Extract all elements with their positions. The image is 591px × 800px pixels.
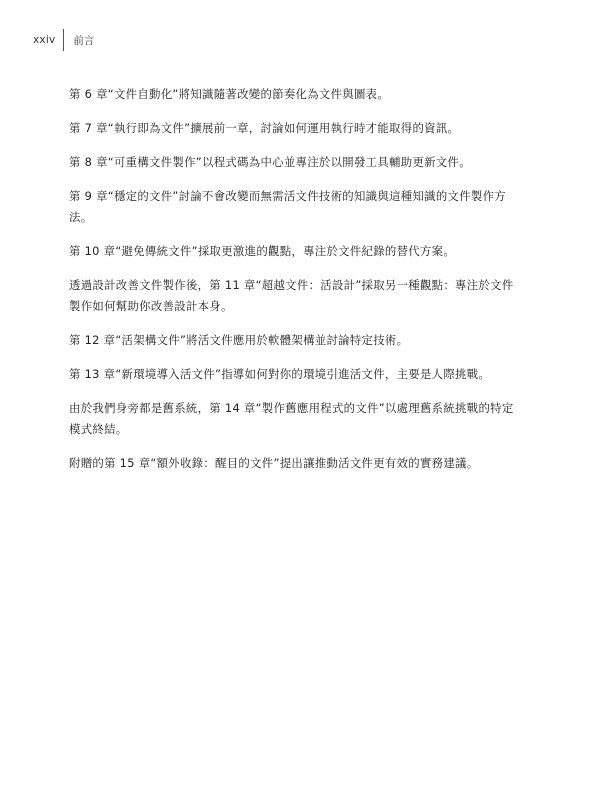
paragraph-chapter-12: 第 12 章“活架構文件”將活文件應用於軟體架構並討論特定技術。 (69, 333, 409, 347)
paragraph-chapter-15: 附贈的第 15 章“額外收錄：醒目的文件”提出讓推動活文件更有效的實務建議。 (69, 456, 479, 470)
paragraph-chapter-7: 第 7 章“執行即為文件”擴展前一章，討論如何運用執行時才能取得的資訊。 (69, 121, 460, 135)
paragraph-chapter-9: 第 9 章“穩定的文件”討論不會改變而無需活文件技術的知識與這種知識的文件製作方法。 (69, 189, 506, 224)
paragraph-chapter-6: 第 6 章“文件自動化”將知識隨著改變的節奏化為文件與圖表。 (69, 87, 390, 101)
paragraph-chapter-8: 第 8 章“可重構文件製作”以程式碼為中心並專注於以開發工具輔助更新文件。 (69, 155, 471, 169)
paragraph-chapter-13: 第 13 章“新環境導入活文件”指導如何對你的環境引進活文件，主要是人際挑戰。 (69, 367, 491, 381)
section-title: 前言 (73, 34, 95, 47)
paragraph-chapter-14: 由於我們身旁都是舊系統，第 14 章“製作舊應用程式的文件”以處理舊系統挑戰的特定模式終結。 (69, 401, 514, 436)
page-header (33, 28, 94, 52)
paragraph-chapter-10: 第 10 章“避免傳統文件”採取更激進的觀點，專注於文件紀錄的替代方案。 (69, 244, 456, 258)
header-divider (63, 29, 64, 51)
paragraph-chapter-11: 透過設計改善文件製作後，第 11 章“超越文件：活設計”採取另一種觀點：專注於文件製作如何幫助你改善設計本身。 (69, 278, 514, 313)
page-number: xxiv (33, 34, 56, 46)
body-text (69, 84, 519, 487)
